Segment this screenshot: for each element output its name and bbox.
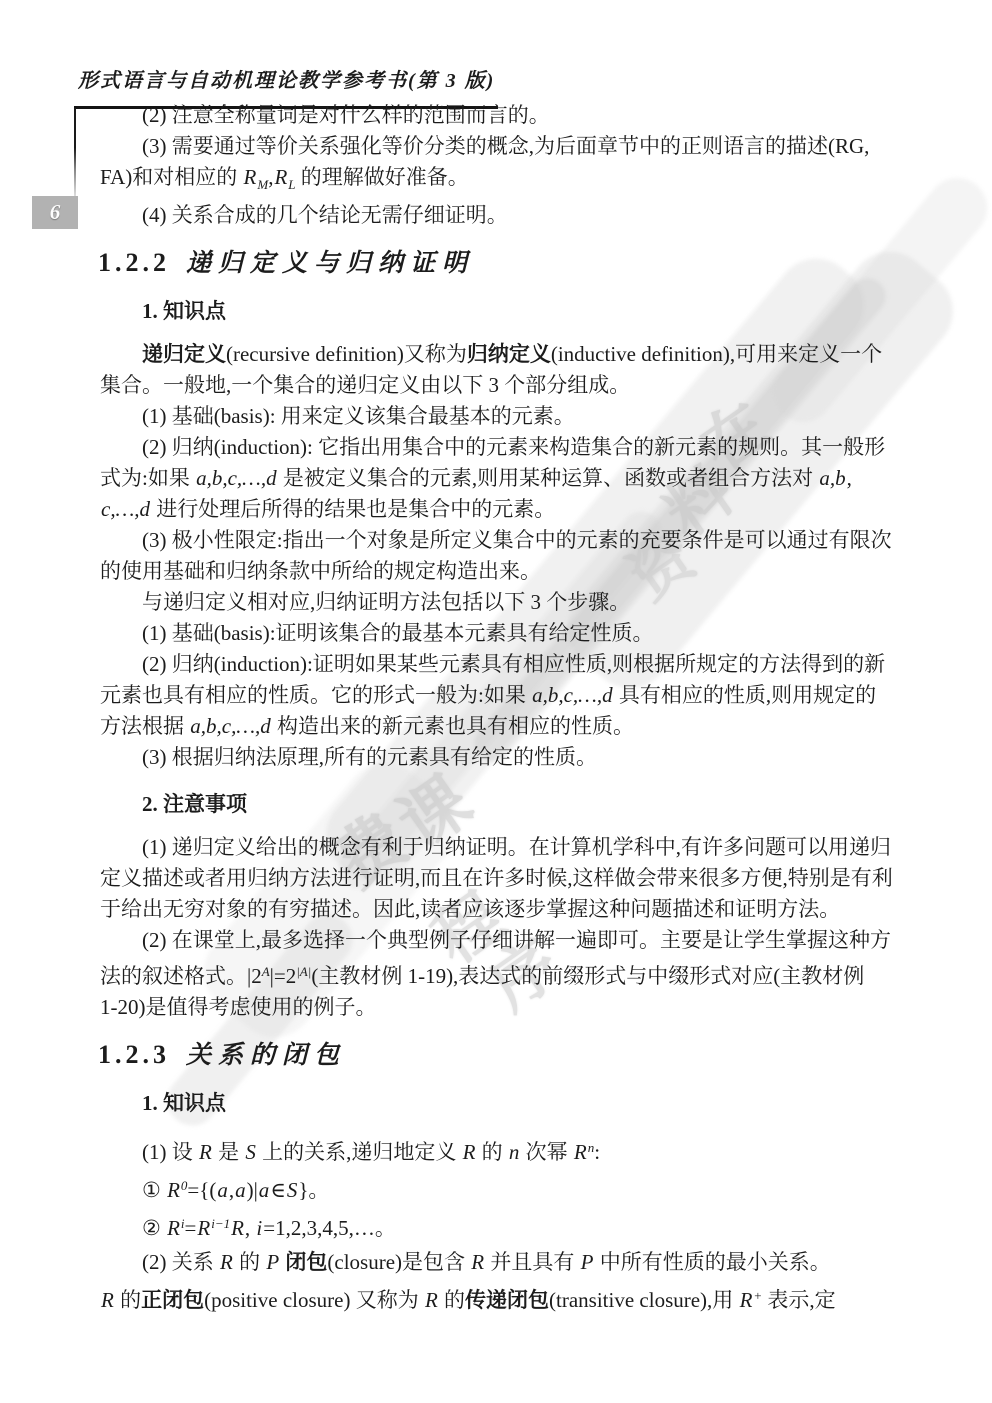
text-segment: 的 bbox=[476, 1140, 508, 1164]
text-segment: ② bbox=[142, 1216, 167, 1240]
text-segment: P bbox=[266, 1250, 280, 1274]
text-segment: 构造出来的新元素也具有相应的性质。 bbox=[271, 714, 634, 738]
text-segment: (1) 设 bbox=[142, 1140, 198, 1164]
section-number: 1.2.3 bbox=[98, 1040, 170, 1069]
section-title: 递归定义与归纳证明 bbox=[186, 250, 475, 277]
text-line bbox=[100, 649, 912, 680]
text-segment: R bbox=[231, 1216, 244, 1240]
text-segment: 表示,定 bbox=[762, 1288, 836, 1312]
text-segment: 中所有性质的最小关系。 bbox=[594, 1250, 831, 1274]
text-segment: (1) 基础(basis):证明该集合的最基本元素具有给定性质。 bbox=[142, 621, 654, 645]
subsection-heading: 2. 注意事项 bbox=[142, 792, 247, 816]
text-segment: 传递闭包 bbox=[465, 1288, 550, 1312]
text-line bbox=[100, 200, 912, 231]
text-segment: 元素也具有相应的性质。它的形式一般为:如果 bbox=[100, 683, 532, 707]
text-segment: P bbox=[580, 1250, 594, 1274]
watermark-glyph: 序 bbox=[477, 926, 573, 1025]
text-segment: a bbox=[235, 1178, 246, 1202]
text-segment: R bbox=[243, 165, 257, 189]
text-line bbox=[100, 711, 912, 742]
watermark-glyph: 费 bbox=[321, 800, 421, 902]
text-segment: R bbox=[462, 1140, 476, 1164]
text-line bbox=[100, 494, 912, 525]
text-segment: + bbox=[753, 1288, 763, 1303]
text-segment: R bbox=[199, 1140, 212, 1164]
text-segment: }。 bbox=[298, 1178, 330, 1202]
text-segment: 次幂 bbox=[520, 1140, 573, 1164]
page-header-title: 形式语言与自动机理论教学参考书(第 3 版) bbox=[78, 70, 496, 92]
text-segment: a,b,c,…,d bbox=[532, 683, 613, 707]
text-segment: A bbox=[261, 964, 270, 979]
text-line bbox=[100, 370, 912, 401]
subsection-heading: 1. 知识点 bbox=[142, 299, 226, 323]
text-segment: R bbox=[424, 1288, 438, 1312]
text-segment: a bbox=[258, 1178, 270, 1202]
text-segment: (recursive definition)又称为 bbox=[226, 342, 467, 366]
text-segment: ={( bbox=[187, 1178, 217, 1202]
text-line bbox=[100, 863, 912, 894]
text-line bbox=[100, 131, 912, 162]
text-segment: S bbox=[245, 1140, 256, 1164]
text-line bbox=[100, 894, 912, 925]
text-segment: (3) 需要通过等价关系强化等价分类的概念,为后面章节中的正则语言的描述(RG, bbox=[142, 134, 870, 158]
text-segment: = bbox=[184, 1216, 197, 1240]
text-segment: c,…,d bbox=[101, 497, 150, 521]
subsection-heading: 1. 知识点 bbox=[142, 1091, 226, 1115]
text-line bbox=[100, 100, 912, 131]
text-segment: R bbox=[167, 1216, 180, 1240]
text-segment: 0 bbox=[180, 1178, 188, 1193]
text-segment: =1,2,3,4,5,…。 bbox=[263, 1216, 396, 1240]
text-segment: i bbox=[256, 1216, 263, 1240]
text-segment: 正闭包 bbox=[141, 1288, 205, 1312]
text-line bbox=[100, 618, 912, 649]
section-heading bbox=[98, 1039, 912, 1072]
text-segment: 与递归定义相对应,归纳证明方法包括以下 3 个步骤。 bbox=[142, 590, 631, 614]
section-title: 关系的闭包 bbox=[186, 1042, 347, 1069]
text-segment: 定义描述或者用归纳方法进行证明,而且在许多时候,这样做会带来很多方便,特别是有利 bbox=[100, 866, 893, 890]
text-line bbox=[100, 162, 912, 200]
text-segment: , bbox=[846, 466, 852, 490]
text-segment: 的理解做好准备。 bbox=[295, 165, 469, 189]
text-segment: FA)和对相应的 bbox=[100, 165, 243, 189]
text-line bbox=[100, 1245, 912, 1279]
text-line bbox=[100, 925, 912, 956]
text-segment: 方法根据 bbox=[100, 714, 190, 738]
text-segment: (2) 在课堂上,最多选择一个典型例子仔细讲解一遍即可。主要是让学生掌握这种方 bbox=[142, 928, 891, 952]
text-segment: 归纳定义 bbox=[466, 342, 551, 366]
text-segment: R bbox=[274, 165, 288, 189]
text-line bbox=[100, 1279, 912, 1317]
text-line bbox=[100, 956, 912, 992]
text-segment: (主教材例 1-19),表达式的前缀形式与中缀形式对应(主教材例 bbox=[311, 964, 865, 988]
text-segment: M bbox=[257, 177, 269, 192]
text-segment: 的 bbox=[438, 1288, 466, 1312]
text-segment: (2) 注意全称量词是对什么样的范围而言的。 bbox=[142, 103, 550, 127]
text-segment: |=2 bbox=[269, 964, 297, 988]
text-segment: (closure)是包含 bbox=[327, 1250, 471, 1274]
watermark-glyph: 在 bbox=[688, 389, 782, 484]
watermark-glyph: 资 bbox=[617, 522, 708, 614]
text-segment: R bbox=[573, 1140, 587, 1164]
text-line bbox=[100, 401, 912, 432]
page-number-badge bbox=[32, 196, 78, 229]
text-segment: a,b bbox=[819, 466, 846, 490]
text-segment: R bbox=[220, 1250, 233, 1274]
text-line bbox=[100, 1169, 912, 1207]
watermark-glyph: 料 bbox=[652, 455, 746, 550]
section-number: 1.2.2 bbox=[98, 248, 170, 277]
text-line bbox=[100, 556, 912, 587]
text-segment: R bbox=[101, 1288, 114, 1312]
text-segment: ∈ bbox=[270, 1178, 286, 1202]
text-segment: (3) 根据归纳法原理,所有的元素具有给定的性质。 bbox=[142, 745, 597, 769]
margin-line bbox=[74, 108, 76, 196]
text-segment: 并且具有 bbox=[485, 1250, 580, 1274]
text-segment: (transitive closure),用 bbox=[549, 1288, 739, 1312]
text-segment: 式为:如果 bbox=[100, 466, 196, 490]
text-line bbox=[100, 587, 912, 618]
text-line bbox=[100, 339, 912, 370]
text-segment: 法的叙述格式。|2 bbox=[100, 964, 262, 988]
text-segment: (1) 递归定义给出的概念有利于归纳证明。在计算机学科中,有许多问题可以用递归 bbox=[142, 835, 891, 859]
text-segment: 1-20)是值得考虑使用的例子。 bbox=[100, 995, 377, 1019]
text-segment: S bbox=[286, 1178, 298, 1202]
text-segment: (4) 关系合成的几个结论无需仔细证明。 bbox=[142, 203, 508, 227]
page-number: 6 bbox=[49, 200, 61, 224]
text-segment: |A| bbox=[296, 964, 312, 979]
text-segment: 是 bbox=[212, 1140, 245, 1164]
text-segment: : bbox=[594, 1140, 601, 1164]
watermark-glyph: 程 bbox=[421, 880, 517, 979]
content bbox=[100, 100, 912, 1317]
text-segment: 进行处理后所得的结果也是集合中的元素。 bbox=[151, 497, 556, 521]
text-line bbox=[100, 432, 912, 463]
text-segment: (2) 归纳(induction):证明如果某些元素具有相应性质,则根据所规定的方法得到的新 bbox=[142, 652, 886, 676]
text-line bbox=[100, 525, 912, 556]
text-segment: ① bbox=[142, 1178, 167, 1202]
text-line bbox=[100, 1207, 912, 1245]
text-segment: (2) 关系 bbox=[142, 1250, 219, 1274]
text-segment: (positive closure) 又称为 bbox=[204, 1288, 424, 1312]
text-segment: R bbox=[471, 1250, 485, 1274]
text-segment: n bbox=[587, 1140, 595, 1155]
text-segment: (2) 归纳(induction): 它指出用集合中的元素来构造集合的新元素的规则。其一般形 bbox=[142, 435, 886, 459]
text-segment: 的 bbox=[233, 1250, 266, 1274]
text-segment: , bbox=[228, 1178, 235, 1202]
text-segment: 于给出无穷对象的有穷描述。因此,读者应该逐步掌握这种问题描述和证明方法。 bbox=[100, 897, 841, 921]
section-heading bbox=[98, 247, 912, 280]
text-segment: n bbox=[508, 1140, 520, 1164]
text-segment: , bbox=[268, 165, 274, 189]
text-segment: 具有相应的性质,则用规定的 bbox=[613, 683, 877, 707]
text-segment: a,b,c,…,d bbox=[196, 466, 277, 490]
text-line bbox=[100, 832, 912, 863]
text-segment: i−1 bbox=[211, 1216, 231, 1231]
watermark-glyph: 课 bbox=[385, 762, 485, 864]
text-segment: L bbox=[288, 177, 296, 192]
text-segment: i bbox=[180, 1216, 185, 1231]
text-segment: 递归定义 bbox=[142, 342, 226, 366]
text-line bbox=[100, 1131, 912, 1169]
text-line bbox=[100, 992, 912, 1023]
text-segment: )| bbox=[246, 1178, 258, 1202]
text-segment: a,b,c,…,d bbox=[190, 714, 271, 738]
text-segment: , bbox=[244, 1216, 256, 1240]
text-segment: R bbox=[197, 1216, 211, 1240]
text-segment: 上的关系,递归地定义 bbox=[256, 1140, 462, 1164]
text-segment: 的 bbox=[114, 1288, 142, 1312]
text-line bbox=[100, 742, 912, 773]
text-segment: (3) 极小性限定:指出一个对象是所定义集合中的元素的充要条件是可以通过有限次 bbox=[142, 528, 892, 552]
text-line bbox=[100, 463, 912, 494]
text-segment: (1) 基础(basis): 用来定义该集合最基本的元素。 bbox=[142, 404, 575, 428]
text-segment: (inductive definition),可用来定义一个 bbox=[550, 342, 883, 366]
text-line bbox=[100, 680, 912, 711]
text-segment: R bbox=[167, 1178, 180, 1202]
text-segment: 闭包 bbox=[285, 1250, 328, 1274]
text-segment: 的使用基础和归纳条款中所给的规定构造出来。 bbox=[100, 559, 541, 583]
text-segment: 集合。一般地,一个集合的递归定义由以下 3 个部分组成。 bbox=[100, 373, 631, 397]
text-segment: a bbox=[217, 1178, 228, 1202]
text-segment: R bbox=[739, 1288, 753, 1312]
text-segment: 是被定义集合的元素,则用某种运算、函数或者组合方法对 bbox=[277, 466, 819, 490]
